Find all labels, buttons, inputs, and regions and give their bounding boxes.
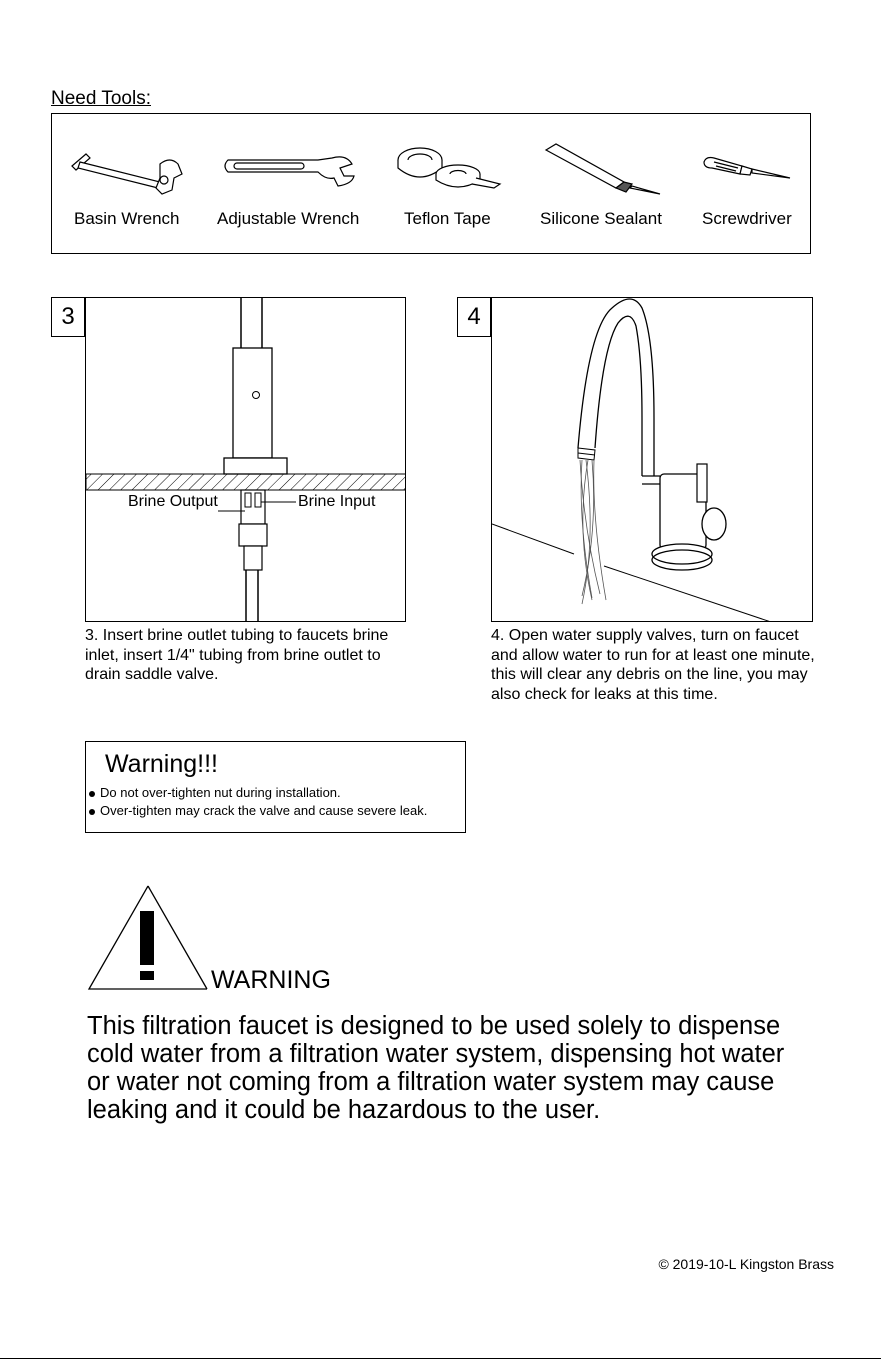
tool-label-silicone-sealant: Silicone Sealant <box>540 209 662 228</box>
hazard-label: WARNING <box>211 966 331 994</box>
warning-item: Over-tighten may crack the valve and cause severe leak. <box>89 803 427 818</box>
bottom-rule <box>0 1358 881 1359</box>
tool-label-teflon-tape: Teflon Tape <box>404 209 491 228</box>
bullet-icon <box>89 809 95 815</box>
screwdriver-icon <box>700 154 792 184</box>
warning-item: Do not over-tighten nut during installation. <box>89 785 341 800</box>
tools-heading: Need Tools: <box>51 88 151 109</box>
tool-label-adjustable-wrench: Adjustable Wrench <box>217 209 360 228</box>
bullet-icon <box>89 791 95 797</box>
tool-label-screwdriver: Screwdriver <box>702 209 792 228</box>
adjustable-wrench-icon <box>222 150 356 192</box>
warning-box <box>85 741 466 833</box>
hazard-text: This filtration faucet is designed to be used solely to dispense cold water from a filtration water system, dispensing hot water or water not coming from a filtration water system may cause leaking and it could be hazardous to the user. <box>87 1012 785 1124</box>
copyright-footer: © 2019-10-L Kingston Brass <box>658 1256 834 1272</box>
tool-label-basin-wrench: Basin Wrench <box>74 209 180 228</box>
brine-input-label: Brine Input <box>298 493 376 510</box>
silicone-sealant-icon <box>544 142 664 198</box>
teflon-tape-icon <box>396 140 502 190</box>
step-4-illustration <box>491 297 813 622</box>
faucet-running-drawing <box>492 298 813 622</box>
brine-connection-drawing <box>86 298 406 622</box>
step-4-caption: 4. Open water supply valves, turn on faucet and allow water to run for at least one minute, this will clear any debris on the line, you may also check for leaks at this time. <box>491 627 815 703</box>
step-3-caption: 3. Insert brine outlet tubing to faucets brine inlet, insert 1/4" tubing from brine outlet to drain saddle valve. <box>85 627 389 683</box>
step-4-number: 4 <box>457 297 491 337</box>
step-3-number: 3 <box>51 297 85 337</box>
basin-wrench-icon <box>68 148 186 198</box>
step-3-illustration <box>85 297 406 622</box>
warning-title: Warning!!! <box>105 750 219 778</box>
brine-output-label: Brine Output <box>128 493 218 510</box>
warning-triangle-icon <box>87 883 212 993</box>
